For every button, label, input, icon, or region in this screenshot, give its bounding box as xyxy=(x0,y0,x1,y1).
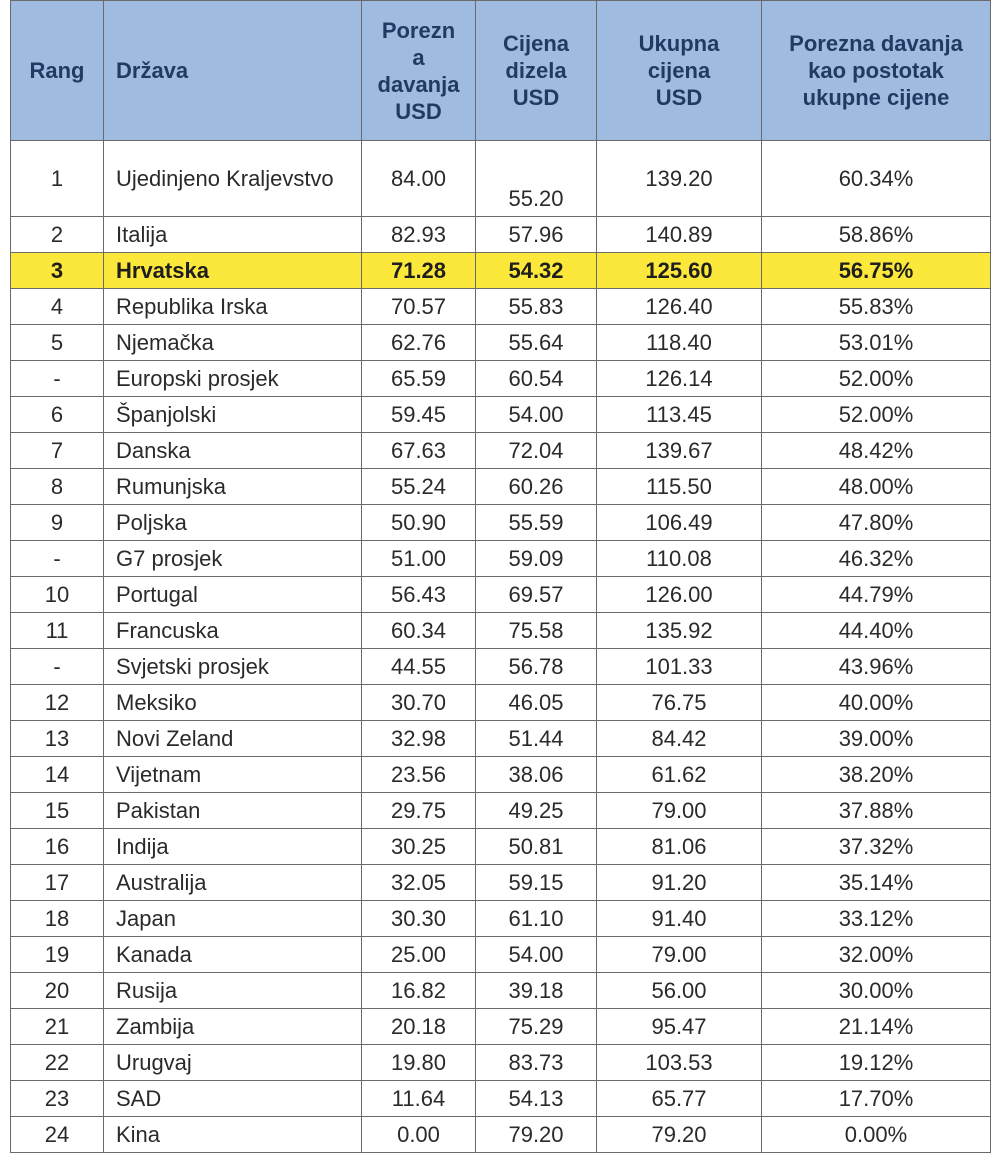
header-diesel: Cijena dizela USD xyxy=(476,1,597,141)
cell-rank: 5 xyxy=(11,325,104,361)
cell-country: Kina xyxy=(104,1117,362,1153)
cell-rank: 3 xyxy=(11,253,104,289)
cell-pct: 37.88% xyxy=(762,793,991,829)
table-row xyxy=(11,1045,991,1081)
cell-country: G7 prosjek xyxy=(104,541,362,577)
cell-tax: 62.76 xyxy=(362,325,476,361)
cell-tax: 51.00 xyxy=(362,541,476,577)
cell-diesel: 69.57 xyxy=(476,577,597,613)
cell-tax: 30.25 xyxy=(362,829,476,865)
cell-total: 126.00 xyxy=(597,577,762,613)
cell-tax: 29.75 xyxy=(362,793,476,829)
cell-country: Italija xyxy=(104,217,362,253)
cell-country: Zambija xyxy=(104,1009,362,1045)
cell-pct: 43.96% xyxy=(762,649,991,685)
table-header xyxy=(11,1,991,141)
header-country: Država xyxy=(104,1,362,141)
cell-total: 79.00 xyxy=(597,793,762,829)
cell-pct: 40.00% xyxy=(762,685,991,721)
cell-diesel: 50.81 xyxy=(476,829,597,865)
table-row xyxy=(11,141,991,217)
cell-rank: 6 xyxy=(11,397,104,433)
table-row xyxy=(11,937,991,973)
cell-diesel: 46.05 xyxy=(476,685,597,721)
table-row xyxy=(11,505,991,541)
cell-pct: 35.14% xyxy=(762,865,991,901)
cell-rank: 20 xyxy=(11,973,104,1009)
cell-pct: 55.83% xyxy=(762,289,991,325)
cell-pct: 33.12% xyxy=(762,901,991,937)
cell-diesel: 60.54 xyxy=(476,361,597,397)
table-row xyxy=(11,649,991,685)
cell-country: Vijetnam xyxy=(104,757,362,793)
cell-rank: 8 xyxy=(11,469,104,505)
cell-pct: 0.00% xyxy=(762,1117,991,1153)
cell-diesel: 55.64 xyxy=(476,325,597,361)
cell-total: 91.40 xyxy=(597,901,762,937)
cell-pct: 17.70% xyxy=(762,1081,991,1117)
cell-country: Hrvatska xyxy=(104,253,362,289)
cell-rank: 14 xyxy=(11,757,104,793)
cell-diesel: 55.20 xyxy=(476,141,597,217)
cell-tax: 30.30 xyxy=(362,901,476,937)
cell-rank: - xyxy=(11,649,104,685)
cell-tax: 32.05 xyxy=(362,865,476,901)
cell-diesel: 54.13 xyxy=(476,1081,597,1117)
cell-country: Poljska xyxy=(104,505,362,541)
cell-tax: 30.70 xyxy=(362,685,476,721)
cell-pct: 19.12% xyxy=(762,1045,991,1081)
table-row xyxy=(11,469,991,505)
cell-pct: 52.00% xyxy=(762,361,991,397)
cell-country: Australija xyxy=(104,865,362,901)
cell-diesel: 54.00 xyxy=(476,397,597,433)
cell-total: 101.33 xyxy=(597,649,762,685)
cell-rank: 12 xyxy=(11,685,104,721)
cell-rank: 19 xyxy=(11,937,104,973)
cell-diesel: 79.20 xyxy=(476,1117,597,1153)
cell-tax: 67.63 xyxy=(362,433,476,469)
cell-pct: 48.00% xyxy=(762,469,991,505)
table-row xyxy=(11,685,991,721)
cell-pct: 48.42% xyxy=(762,433,991,469)
cell-diesel: 75.29 xyxy=(476,1009,597,1045)
table-row xyxy=(11,577,991,613)
cell-diesel: 60.26 xyxy=(476,469,597,505)
cell-pct: 53.01% xyxy=(762,325,991,361)
cell-country: Europski prosjek xyxy=(104,361,362,397)
header-row xyxy=(11,1,991,141)
cell-diesel: 59.09 xyxy=(476,541,597,577)
cell-tax: 65.59 xyxy=(362,361,476,397)
cell-pct: 32.00% xyxy=(762,937,991,973)
cell-country: Indija xyxy=(104,829,362,865)
cell-tax: 50.90 xyxy=(362,505,476,541)
cell-tax: 82.93 xyxy=(362,217,476,253)
cell-total: 79.00 xyxy=(597,937,762,973)
cell-tax: 59.45 xyxy=(362,397,476,433)
cell-diesel: 57.96 xyxy=(476,217,597,253)
cell-diesel: 72.04 xyxy=(476,433,597,469)
cell-diesel: 38.06 xyxy=(476,757,597,793)
cell-rank: 18 xyxy=(11,901,104,937)
table-row xyxy=(11,325,991,361)
cell-diesel: 54.32 xyxy=(476,253,597,289)
cell-diesel: 61.10 xyxy=(476,901,597,937)
cell-total: 56.00 xyxy=(597,973,762,1009)
cell-country: Republika Irska xyxy=(104,289,362,325)
cell-country: Francuska xyxy=(104,613,362,649)
cell-tax: 32.98 xyxy=(362,721,476,757)
cell-tax: 16.82 xyxy=(362,973,476,1009)
table-row xyxy=(11,1117,991,1153)
cell-pct: 60.34% xyxy=(762,141,991,217)
table-row xyxy=(11,541,991,577)
table-row xyxy=(11,289,991,325)
cell-rank: 1 xyxy=(11,141,104,217)
cell-country: Novi Zeland xyxy=(104,721,362,757)
cell-tax: 44.55 xyxy=(362,649,476,685)
table-row xyxy=(11,613,991,649)
cell-pct: 38.20% xyxy=(762,757,991,793)
cell-total: 125.60 xyxy=(597,253,762,289)
cell-diesel: 51.44 xyxy=(476,721,597,757)
cell-tax: 70.57 xyxy=(362,289,476,325)
table-row xyxy=(11,217,991,253)
cell-tax: 55.24 xyxy=(362,469,476,505)
table-row xyxy=(11,1009,991,1045)
cell-total: 110.08 xyxy=(597,541,762,577)
cell-rank: 23 xyxy=(11,1081,104,1117)
cell-total: 135.92 xyxy=(597,613,762,649)
cell-total: 65.77 xyxy=(597,1081,762,1117)
cell-tax: 20.18 xyxy=(362,1009,476,1045)
cell-total: 126.40 xyxy=(597,289,762,325)
cell-pct: 44.40% xyxy=(762,613,991,649)
cell-pct: 46.32% xyxy=(762,541,991,577)
cell-rank: 17 xyxy=(11,865,104,901)
table-body xyxy=(11,141,991,1153)
table-row xyxy=(11,253,991,289)
cell-country: Rumunjska xyxy=(104,469,362,505)
cell-rank: 13 xyxy=(11,721,104,757)
cell-tax: 56.43 xyxy=(362,577,476,613)
cell-diesel: 39.18 xyxy=(476,973,597,1009)
cell-total: 76.75 xyxy=(597,685,762,721)
cell-pct: 39.00% xyxy=(762,721,991,757)
table-row xyxy=(11,865,991,901)
cell-total: 81.06 xyxy=(597,829,762,865)
header-tax: Porezn a davanja USD xyxy=(362,1,476,141)
cell-diesel: 75.58 xyxy=(476,613,597,649)
cell-rank: 11 xyxy=(11,613,104,649)
table-row xyxy=(11,793,991,829)
cell-pct: 47.80% xyxy=(762,505,991,541)
cell-country: Pakistan xyxy=(104,793,362,829)
cell-rank: 2 xyxy=(11,217,104,253)
cell-total: 140.89 xyxy=(597,217,762,253)
cell-total: 95.47 xyxy=(597,1009,762,1045)
cell-country: SAD xyxy=(104,1081,362,1117)
cell-pct: 58.86% xyxy=(762,217,991,253)
cell-total: 115.50 xyxy=(597,469,762,505)
cell-country: Svjetski prosjek xyxy=(104,649,362,685)
cell-tax: 71.28 xyxy=(362,253,476,289)
table-row xyxy=(11,757,991,793)
cell-country: Japan xyxy=(104,901,362,937)
cell-pct: 52.00% xyxy=(762,397,991,433)
cell-country: Ujedinjeno Kraljevstvo xyxy=(104,141,362,217)
cell-rank: 24 xyxy=(11,1117,104,1153)
cell-rank: 16 xyxy=(11,829,104,865)
cell-country: Meksiko xyxy=(104,685,362,721)
cell-tax: 84.00 xyxy=(362,141,476,217)
cell-pct: 37.32% xyxy=(762,829,991,865)
cell-diesel: 55.83 xyxy=(476,289,597,325)
cell-rank: 9 xyxy=(11,505,104,541)
cell-total: 139.67 xyxy=(597,433,762,469)
table-row xyxy=(11,1081,991,1117)
cell-total: 91.20 xyxy=(597,865,762,901)
cell-country: Njemačka xyxy=(104,325,362,361)
cell-country: Danska xyxy=(104,433,362,469)
cell-country: Rusija xyxy=(104,973,362,1009)
cell-diesel: 49.25 xyxy=(476,793,597,829)
table-row xyxy=(11,361,991,397)
cell-diesel: 54.00 xyxy=(476,937,597,973)
cell-diesel: 56.78 xyxy=(476,649,597,685)
cell-total: 79.20 xyxy=(597,1117,762,1153)
table-row xyxy=(11,397,991,433)
table-row xyxy=(11,721,991,757)
cell-tax: 23.56 xyxy=(362,757,476,793)
cell-total: 113.45 xyxy=(597,397,762,433)
cell-rank: - xyxy=(11,361,104,397)
cell-rank: - xyxy=(11,541,104,577)
cell-tax: 11.64 xyxy=(362,1081,476,1117)
cell-rank: 7 xyxy=(11,433,104,469)
cell-pct: 56.75% xyxy=(762,253,991,289)
cell-rank: 22 xyxy=(11,1045,104,1081)
cell-rank: 4 xyxy=(11,289,104,325)
table-row xyxy=(11,433,991,469)
cell-tax: 19.80 xyxy=(362,1045,476,1081)
cell-total: 139.20 xyxy=(597,141,762,217)
cell-tax: 25.00 xyxy=(362,937,476,973)
table-row xyxy=(11,901,991,937)
header-pct: Porezna davanja kao postotak ukupne cijene xyxy=(762,1,991,141)
cell-country: Urugvaj xyxy=(104,1045,362,1081)
cell-diesel: 83.73 xyxy=(476,1045,597,1081)
cell-country: Portugal xyxy=(104,577,362,613)
cell-country: Španjolski xyxy=(104,397,362,433)
cell-total: 61.62 xyxy=(597,757,762,793)
cell-pct: 30.00% xyxy=(762,973,991,1009)
cell-pct: 21.14% xyxy=(762,1009,991,1045)
header-rank: Rang xyxy=(11,1,104,141)
cell-total: 106.49 xyxy=(597,505,762,541)
cell-total: 126.14 xyxy=(597,361,762,397)
cell-country: Kanada xyxy=(104,937,362,973)
cell-tax: 60.34 xyxy=(362,613,476,649)
cell-diesel: 55.59 xyxy=(476,505,597,541)
cell-total: 84.42 xyxy=(597,721,762,757)
cell-rank: 15 xyxy=(11,793,104,829)
header-total: Ukupna cijena USD xyxy=(597,1,762,141)
cell-total: 103.53 xyxy=(597,1045,762,1081)
fuel-tax-table xyxy=(10,0,991,1153)
cell-rank: 10 xyxy=(11,577,104,613)
table-row xyxy=(11,829,991,865)
cell-diesel: 59.15 xyxy=(476,865,597,901)
cell-rank: 21 xyxy=(11,1009,104,1045)
cell-tax: 0.00 xyxy=(362,1117,476,1153)
table-row xyxy=(11,973,991,1009)
cell-pct: 44.79% xyxy=(762,577,991,613)
cell-total: 118.40 xyxy=(597,325,762,361)
